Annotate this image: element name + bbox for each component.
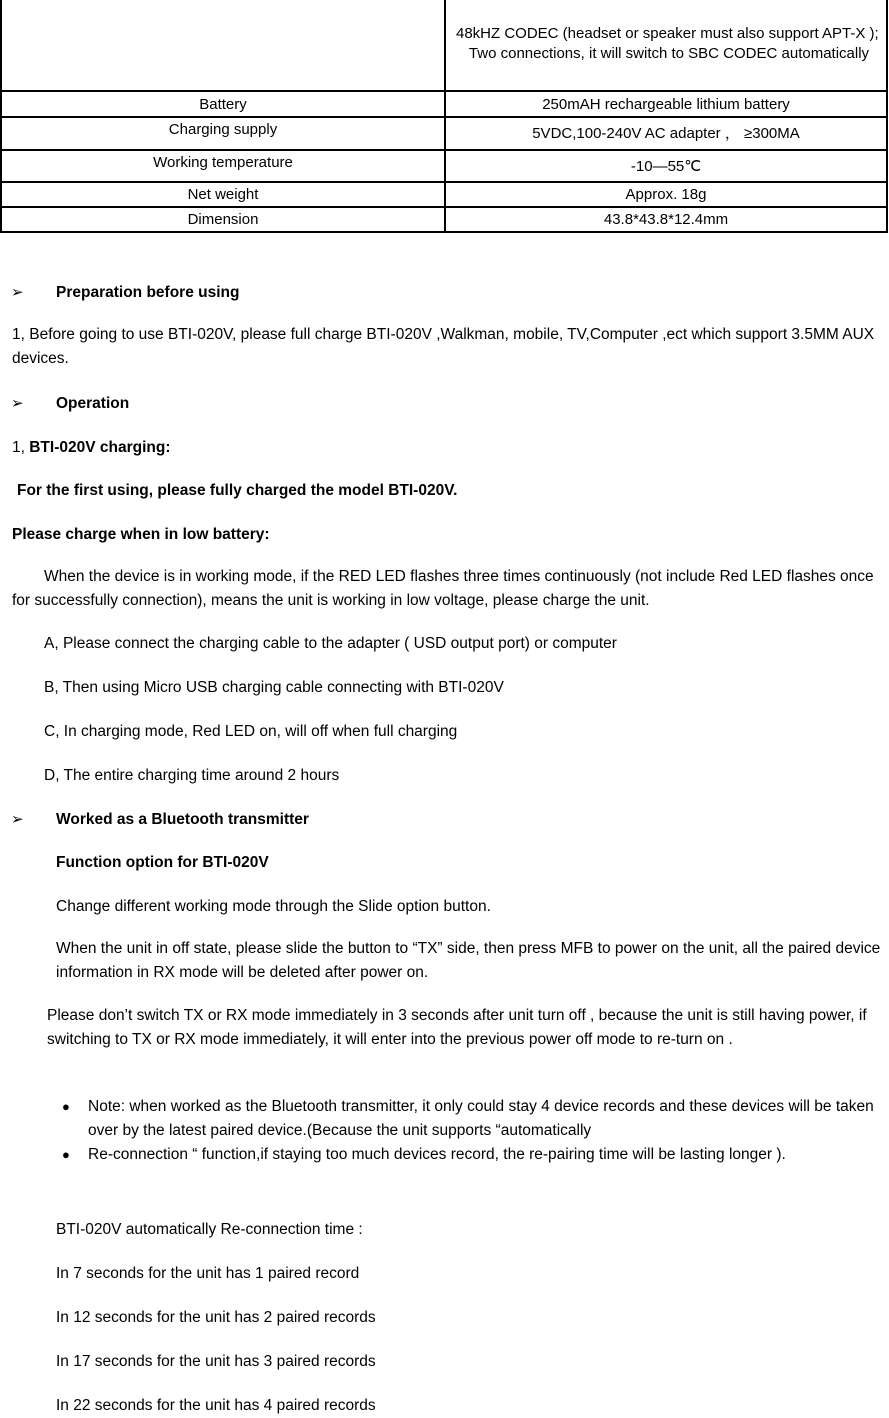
note-bullet: Re-connection “ function,if staying too much devices record, the re-pairing time will be lasting longer ). — [88, 1146, 786, 1163]
spec-value: 5VDC,100-240V AC adapter ， ≥300MA — [445, 117, 887, 150]
spec-label: Charging supply — [1, 117, 445, 150]
charging-step: B, Then using Micro USB charging cable connecting with BTI-020V — [44, 679, 504, 696]
spec-value: Approx. 18g — [445, 182, 887, 207]
bullet-dot-icon: ● — [62, 1099, 70, 1114]
prep-text: 1, Before going to use BTI-020V, please full charge BTI-020V ,Walkman, mobile, TV,Computer ,ect which support 3.5MM AUX devices. — [12, 326, 875, 367]
reconnect-time: In 7 seconds for the unit has 1 paired record — [56, 1265, 360, 1282]
change-mode-text: Change different working mode through the Slide option button. — [56, 898, 491, 915]
function-heading: Function option for BTI-020V — [56, 854, 269, 871]
operation-heading: Operation — [56, 395, 130, 412]
transmitter-heading: Worked as a Bluetooth transmitter — [56, 811, 309, 828]
bullet-dot-icon: ● — [62, 1147, 70, 1162]
charging-step: C, In charging mode, Red LED on, will off when full charging — [44, 723, 458, 740]
spec-label: Battery — [1, 91, 445, 117]
codec-line-2: Two connections, it will switch to SBC CODEC automatically — [468, 45, 870, 62]
reconnect-time: In 12 seconds for the unit has 2 paired records — [56, 1309, 376, 1326]
warning-text: Please don’t switch TX or RX mode immediately in 3 seconds after unit turn off , because the unit is still having power, if switching to TX or RX mode immediately, it will enter into the previous power off mode to re-turn on . — [47, 1007, 867, 1048]
low-battery-text: When the device is in working mode, if the RED LED flashes three times continuously (not include Red LED flashes once for successfully connection), means the unit is working in low voltage, please charge the unit. — [12, 568, 874, 609]
spec-value: 250mAH rechargeable lithium battery — [445, 91, 887, 117]
codec-line-1: 48kHZ CODEC (headset or speaker must also support APT-X ); — [456, 25, 879, 42]
reconnect-heading: BTI-020V automatically Re-connection time : — [56, 1221, 363, 1238]
spec-codec-label-cell — [1, 0, 445, 91]
charging-heading-line — [12, 436, 170, 460]
spec-label: Dimension — [1, 207, 445, 232]
first-use-text: For the first using, please fully charged the model BTI-020V. — [17, 482, 458, 499]
off-state-text: When the unit in off state, please slide the button to “TX” side, then press MFB to power on the unit, all the paired device information in RX mode will be deleted after power on. — [56, 940, 881, 981]
spec-table — [0, 0, 888, 233]
spec-label: Net weight — [1, 182, 445, 207]
spec-codec-cell — [445, 0, 887, 91]
spec-value: 43.8*43.8*12.4mm — [445, 207, 887, 232]
arrow-bullet-icon: ➢ — [11, 284, 24, 301]
arrow-bullet-icon: ➢ — [11, 395, 24, 412]
arrow-bullet-icon: ➢ — [11, 811, 24, 828]
charging-step: D, The entire charging time around 2 hours — [44, 767, 340, 784]
charging-prefix: 1, — [12, 439, 30, 456]
note-bullet: Note: when worked as the Bluetooth transmitter, it only could stay 4 device records and these devices will be taken over by the latest paired device.(Because the unit supports “automatically — [88, 1098, 874, 1139]
reconnect-time: In 17 seconds for the unit has 3 paired records — [56, 1353, 376, 1370]
reconnect-time: In 22 seconds for the unit has 4 paired records — [56, 1397, 376, 1414]
charging-step: A, Please connect the charging cable to the adapter ( USD output port) or computer — [44, 635, 617, 652]
spec-value: -10—55℃ — [445, 150, 887, 182]
prep-heading: Preparation before using — [56, 284, 240, 301]
spec-label: Working temperature — [1, 150, 445, 182]
charging-heading: BTI-020V charging: — [29, 439, 171, 456]
low-battery-heading: Please charge when in low battery: — [12, 526, 270, 543]
